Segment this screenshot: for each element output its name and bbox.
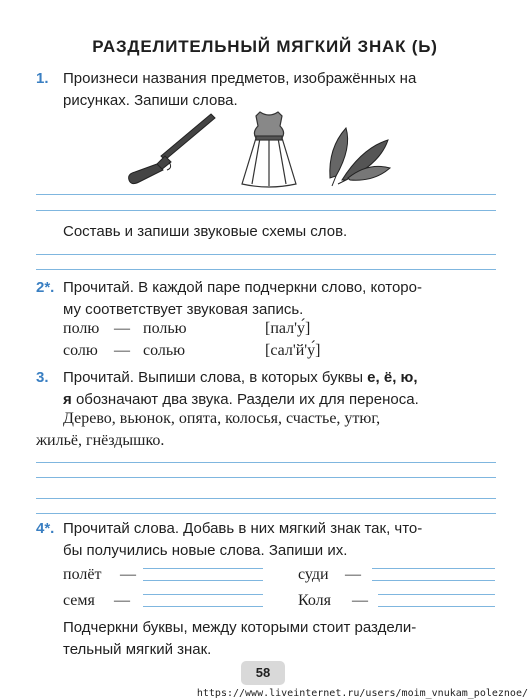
task-1-subtask: Составь и запиши звуковые схемы слов. [63, 223, 348, 240]
writing-line [36, 498, 496, 499]
source-url-watermark: https://www.liveinternet.ru/users/moim_vnukam_poleznoe/ [196, 688, 528, 699]
page-title: РАЗДЕЛИТЕЛЬНЫЙ МЯГКИЙ ЗНАК (Ь) [92, 37, 438, 56]
writing-line [36, 254, 496, 255]
task-3-text-line2: я обозначают два звука. Раздели их для переноса. [63, 391, 419, 408]
task-2-text-line1: Прочитай. В каждой паре подчеркни слово, которо- [63, 279, 422, 296]
writing-line [36, 513, 496, 514]
answer-line [378, 594, 495, 595]
task-1-text-line1: Произнеси названия предметов, изображённых на [63, 70, 417, 87]
task-4-dash-2: — [345, 566, 361, 583]
task-2-text-line2: му соответствует звуковая запись. [63, 301, 304, 318]
word-pair-1-word1: полю [63, 320, 100, 337]
task-4-word-1: полёт [63, 566, 102, 583]
task-3-letters: е, ё, ю, [367, 369, 418, 386]
task-4-dash-1: — [120, 566, 136, 583]
word-pair-2-word1: солю [63, 342, 98, 359]
task-1-text-line2: рисунках. Запиши слова. [63, 92, 238, 109]
word-pair-1-word2: полью [143, 320, 187, 337]
task-4-text-line2: бы получились новые слова. Запиши их. [63, 542, 348, 559]
writing-line [36, 269, 496, 270]
writing-line [36, 462, 496, 463]
writing-line [36, 477, 496, 478]
answer-line [372, 580, 495, 581]
writing-line [36, 194, 496, 195]
task-3-letter-ya: я [63, 391, 72, 408]
answer-line [143, 606, 263, 607]
task-3-words-line2: жильё, гнёздышко. [36, 432, 165, 449]
task-4-dash-4: — [352, 592, 368, 609]
task-3-number: 3. [36, 369, 49, 386]
answer-line [143, 568, 263, 569]
word-pair-1-sound: [пал'у́] [265, 320, 311, 337]
word-pair-2-sound: [сал'й'у́] [265, 342, 321, 359]
task-4-final-line2: тельный мягкий знак. [63, 641, 212, 658]
task-4-final-line1: Подчеркни буквы, между которыми стоит раздели- [63, 619, 417, 636]
word-pair-1-dash: — [114, 320, 130, 337]
task-2-number: 2*. [36, 279, 55, 296]
word-pair-2-word2: солью [143, 342, 186, 359]
feathers-icon [322, 118, 394, 190]
task-4-word-3: семя [63, 592, 95, 609]
page-number: 58 [241, 661, 285, 685]
answer-line [143, 594, 263, 595]
dress-icon [238, 108, 300, 190]
word-pair-2-dash: — [114, 342, 130, 359]
task-1-number: 1. [36, 70, 49, 87]
answer-line [143, 580, 263, 581]
task-3-words-line1: Дерево, вьюнок, опята, колосья, счастье, утюг, [63, 410, 381, 427]
writing-line [36, 210, 496, 211]
rifle-icon [125, 110, 220, 185]
answer-line [372, 568, 495, 569]
task-4-text-line1: Прочитай слова. Добавь в них мягкий знак так, что- [63, 520, 423, 537]
task-4-number: 4*. [36, 520, 55, 537]
task-4-dash-3: — [114, 592, 130, 609]
answer-line [378, 606, 495, 607]
task-4-word-4: Коля [298, 592, 332, 609]
task-3-text-line1: Прочитай. Выпиши слова, в которых буквы е, ё, ю, [63, 369, 418, 386]
task-4-word-2: суди [298, 566, 329, 583]
